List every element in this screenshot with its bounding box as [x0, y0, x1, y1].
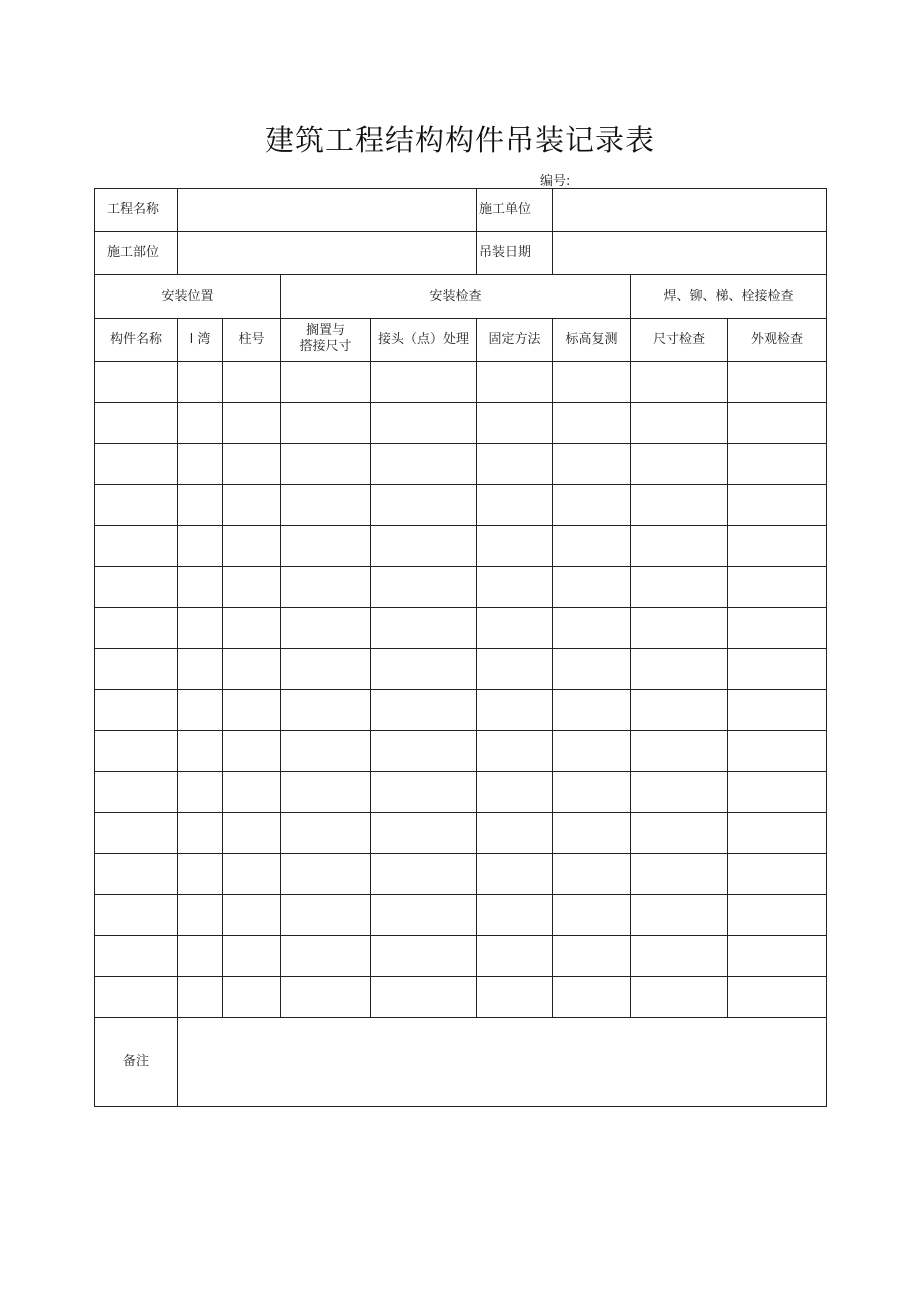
- table-row: [95, 731, 827, 772]
- cell-size-check[interactable]: [631, 690, 728, 731]
- table-row: [95, 608, 827, 649]
- cell-size-check[interactable]: [631, 567, 728, 608]
- cell-column-no[interactable]: [223, 444, 281, 485]
- cell-rest-size[interactable]: [281, 485, 371, 526]
- group-weld-check: 焊、铆、梯、栓接检查: [631, 275, 827, 319]
- cell-component-name[interactable]: [95, 485, 178, 526]
- cell-size-check[interactable]: [631, 444, 728, 485]
- table-row: [95, 813, 827, 854]
- table-row: [95, 567, 827, 608]
- cell-fixing-method[interactable]: [477, 772, 553, 813]
- cell-rest-size[interactable]: [281, 813, 371, 854]
- cell-joint-treatment[interactable]: [371, 731, 477, 772]
- cell-fixing-method[interactable]: [477, 403, 553, 444]
- table-row: [95, 403, 827, 444]
- cell-appearance-check[interactable]: [728, 567, 827, 608]
- table-row: [95, 526, 827, 567]
- construction-unit-label: 施工单位: [477, 189, 553, 232]
- cell-rest-size[interactable]: [281, 649, 371, 690]
- cell-appearance-check[interactable]: [728, 731, 827, 772]
- cell-joint-treatment[interactable]: [371, 772, 477, 813]
- construction-unit-field[interactable]: [553, 189, 827, 232]
- group-install-position: 安装位置: [95, 275, 281, 319]
- cell-fixing-method[interactable]: [477, 649, 553, 690]
- construction-part-label: 施工部位: [95, 232, 178, 275]
- col-joint-treatment: 接头（点）处理: [371, 319, 477, 362]
- cell-bay[interactable]: [178, 731, 223, 772]
- cell-bay[interactable]: [178, 444, 223, 485]
- cell-rest-size[interactable]: [281, 895, 371, 936]
- col-appearance-check: 外观检查: [728, 319, 827, 362]
- cell-fixing-method[interactable]: [477, 936, 553, 977]
- cell-elevation-recheck[interactable]: [553, 567, 631, 608]
- cell-column-no[interactable]: [223, 936, 281, 977]
- info-row-part: [95, 232, 827, 275]
- cell-elevation-recheck[interactable]: [553, 854, 631, 895]
- info-row-project: [95, 189, 827, 232]
- cell-component-name[interactable]: [95, 895, 178, 936]
- cell-joint-treatment[interactable]: [371, 526, 477, 567]
- cell-rest-size[interactable]: [281, 403, 371, 444]
- cell-column-no[interactable]: [223, 649, 281, 690]
- cell-bay[interactable]: [178, 813, 223, 854]
- col-bay: l 湾: [178, 319, 223, 362]
- cell-size-check[interactable]: [631, 485, 728, 526]
- cell-appearance-check[interactable]: [728, 444, 827, 485]
- cell-component-name[interactable]: [95, 854, 178, 895]
- cell-size-check[interactable]: [631, 649, 728, 690]
- cell-bay[interactable]: [178, 977, 223, 1018]
- cell-rest-size[interactable]: [281, 608, 371, 649]
- cell-column-no[interactable]: [223, 977, 281, 1018]
- cell-appearance-check[interactable]: [728, 977, 827, 1018]
- cell-fixing-method[interactable]: [477, 526, 553, 567]
- cell-component-name[interactable]: [95, 813, 178, 854]
- col-rest-size-line1: 搁置与: [305, 323, 345, 338]
- cell-appearance-check[interactable]: [728, 403, 827, 444]
- cell-joint-treatment[interactable]: [371, 403, 477, 444]
- cell-elevation-recheck[interactable]: [553, 485, 631, 526]
- cell-component-name[interactable]: [95, 608, 178, 649]
- cell-bay[interactable]: [178, 772, 223, 813]
- table-row: [95, 485, 827, 526]
- col-rest-size: [281, 319, 371, 362]
- cell-fixing-method[interactable]: [477, 485, 553, 526]
- cell-component-name[interactable]: [95, 936, 178, 977]
- column-header-row: [95, 319, 827, 362]
- cell-fixing-method[interactable]: [477, 444, 553, 485]
- cell-rest-size[interactable]: [281, 936, 371, 977]
- cell-elevation-recheck[interactable]: [553, 731, 631, 772]
- cell-bay[interactable]: [178, 362, 223, 403]
- table-row: [95, 936, 827, 977]
- cell-column-no[interactable]: [223, 772, 281, 813]
- cell-appearance-check[interactable]: [728, 854, 827, 895]
- cell-bay[interactable]: [178, 895, 223, 936]
- serial-number-label: 编号:: [540, 174, 571, 189]
- cell-joint-treatment[interactable]: [371, 977, 477, 1018]
- cell-fixing-method[interactable]: [477, 895, 553, 936]
- cell-joint-treatment[interactable]: [371, 690, 477, 731]
- lifting-date-field[interactable]: [553, 232, 827, 275]
- project-name-field[interactable]: [178, 189, 477, 232]
- group-install-check: 安装检查: [281, 275, 631, 319]
- cell-elevation-recheck[interactable]: [553, 526, 631, 567]
- cell-joint-treatment[interactable]: [371, 895, 477, 936]
- cell-appearance-check[interactable]: [728, 772, 827, 813]
- cell-rest-size[interactable]: [281, 854, 371, 895]
- cell-column-no[interactable]: [223, 362, 281, 403]
- cell-bay[interactable]: [178, 526, 223, 567]
- cell-joint-treatment[interactable]: [371, 362, 477, 403]
- cell-appearance-check[interactable]: [728, 608, 827, 649]
- cell-rest-size[interactable]: [281, 567, 371, 608]
- cell-component-name[interactable]: [95, 977, 178, 1018]
- cell-rest-size[interactable]: [281, 444, 371, 485]
- lifting-record-table: [94, 188, 827, 1107]
- col-elevation-recheck: 标高复测: [553, 319, 631, 362]
- cell-fixing-method[interactable]: [477, 608, 553, 649]
- cell-size-check[interactable]: [631, 362, 728, 403]
- cell-column-no[interactable]: [223, 854, 281, 895]
- table-row: [95, 772, 827, 813]
- table-row: [95, 649, 827, 690]
- cell-component-name[interactable]: [95, 772, 178, 813]
- cell-elevation-recheck[interactable]: [553, 772, 631, 813]
- table-row: [95, 444, 827, 485]
- cell-joint-treatment[interactable]: [371, 649, 477, 690]
- cell-joint-treatment[interactable]: [371, 936, 477, 977]
- cell-size-check[interactable]: [631, 854, 728, 895]
- remarks-row: [95, 1018, 827, 1107]
- cell-column-no[interactable]: [223, 690, 281, 731]
- cell-size-check[interactable]: [631, 772, 728, 813]
- cell-elevation-recheck[interactable]: [553, 690, 631, 731]
- group-header-row: [95, 275, 827, 319]
- cell-joint-treatment[interactable]: [371, 567, 477, 608]
- cell-size-check[interactable]: [631, 526, 728, 567]
- cell-bay[interactable]: [178, 403, 223, 444]
- lifting-date-label: 吊装日期: [477, 232, 553, 275]
- cell-appearance-check[interactable]: [728, 362, 827, 403]
- cell-component-name[interactable]: [95, 444, 178, 485]
- cell-bay[interactable]: [178, 485, 223, 526]
- cell-fixing-method[interactable]: [477, 854, 553, 895]
- cell-elevation-recheck[interactable]: [553, 444, 631, 485]
- cell-size-check[interactable]: [631, 403, 728, 444]
- cell-size-check[interactable]: [631, 731, 728, 772]
- table-row: [95, 977, 827, 1018]
- cell-fixing-method[interactable]: [477, 690, 553, 731]
- remarks-label: 备注: [95, 1018, 178, 1107]
- cell-column-no[interactable]: [223, 731, 281, 772]
- col-component-name: 构件名称: [95, 319, 178, 362]
- cell-elevation-recheck[interactable]: [553, 608, 631, 649]
- cell-column-no[interactable]: [223, 895, 281, 936]
- cell-column-no[interactable]: [223, 567, 281, 608]
- cell-elevation-recheck[interactable]: [553, 403, 631, 444]
- table-row: [95, 854, 827, 895]
- cell-appearance-check[interactable]: [728, 936, 827, 977]
- cell-component-name[interactable]: [95, 690, 178, 731]
- cell-size-check[interactable]: [631, 895, 728, 936]
- cell-component-name[interactable]: [95, 731, 178, 772]
- cell-appearance-check[interactable]: [728, 895, 827, 936]
- remarks-field[interactable]: [178, 1018, 827, 1107]
- construction-part-field[interactable]: [178, 232, 477, 275]
- cell-bay[interactable]: [178, 936, 223, 977]
- cell-rest-size[interactable]: [281, 690, 371, 731]
- cell-appearance-check[interactable]: [728, 690, 827, 731]
- cell-rest-size[interactable]: [281, 731, 371, 772]
- cell-fixing-method[interactable]: [477, 977, 553, 1018]
- cell-column-no[interactable]: [223, 608, 281, 649]
- table-row: [95, 690, 827, 731]
- table-row: [95, 895, 827, 936]
- cell-rest-size[interactable]: [281, 977, 371, 1018]
- cell-bay[interactable]: [178, 854, 223, 895]
- table-row: [95, 362, 827, 403]
- cell-joint-treatment[interactable]: [371, 608, 477, 649]
- cell-fixing-method[interactable]: [477, 731, 553, 772]
- cell-size-check[interactable]: [631, 936, 728, 977]
- cell-size-check[interactable]: [631, 977, 728, 1018]
- col-column-no: 柱号: [223, 319, 281, 362]
- cell-fixing-method[interactable]: [477, 362, 553, 403]
- cell-fixing-method[interactable]: [477, 813, 553, 854]
- project-name-label: 工程名称: [95, 189, 178, 232]
- cell-column-no[interactable]: [223, 813, 281, 854]
- cell-component-name[interactable]: [95, 526, 178, 567]
- col-size-check: 尺寸检查: [631, 319, 728, 362]
- cell-elevation-recheck[interactable]: [553, 649, 631, 690]
- page-title: 建筑工程结构构件吊装记录表: [264, 123, 655, 157]
- cell-column-no[interactable]: [223, 403, 281, 444]
- cell-rest-size[interactable]: [281, 772, 371, 813]
- col-fixing-method: 固定方法: [477, 319, 553, 362]
- cell-component-name[interactable]: [95, 649, 178, 690]
- cell-component-name[interactable]: [95, 567, 178, 608]
- cell-appearance-check[interactable]: [728, 526, 827, 567]
- cell-rest-size[interactable]: [281, 526, 371, 567]
- cell-component-name[interactable]: [95, 362, 178, 403]
- cell-component-name[interactable]: [95, 403, 178, 444]
- cell-elevation-recheck[interactable]: [553, 977, 631, 1018]
- cell-elevation-recheck[interactable]: [553, 362, 631, 403]
- cell-column-no[interactable]: [223, 485, 281, 526]
- cell-appearance-check[interactable]: [728, 649, 827, 690]
- cell-bay[interactable]: [178, 567, 223, 608]
- cell-size-check[interactable]: [631, 813, 728, 854]
- cell-elevation-recheck[interactable]: [553, 895, 631, 936]
- cell-column-no[interactable]: [223, 526, 281, 567]
- cell-bay[interactable]: [178, 690, 223, 731]
- cell-elevation-recheck[interactable]: [553, 813, 631, 854]
- cell-elevation-recheck[interactable]: [553, 936, 631, 977]
- cell-appearance-check[interactable]: [728, 813, 827, 854]
- cell-joint-treatment[interactable]: [371, 813, 477, 854]
- cell-joint-treatment[interactable]: [371, 854, 477, 895]
- cell-fixing-method[interactable]: [477, 567, 553, 608]
- col-rest-size-line2: 搭接尺寸: [299, 339, 352, 354]
- cell-joint-treatment[interactable]: [371, 485, 477, 526]
- cell-appearance-check[interactable]: [728, 485, 827, 526]
- cell-joint-treatment[interactable]: [371, 444, 477, 485]
- cell-rest-size[interactable]: [281, 362, 371, 403]
- cell-bay[interactable]: [178, 649, 223, 690]
- cell-bay[interactable]: [178, 608, 223, 649]
- cell-size-check[interactable]: [631, 608, 728, 649]
